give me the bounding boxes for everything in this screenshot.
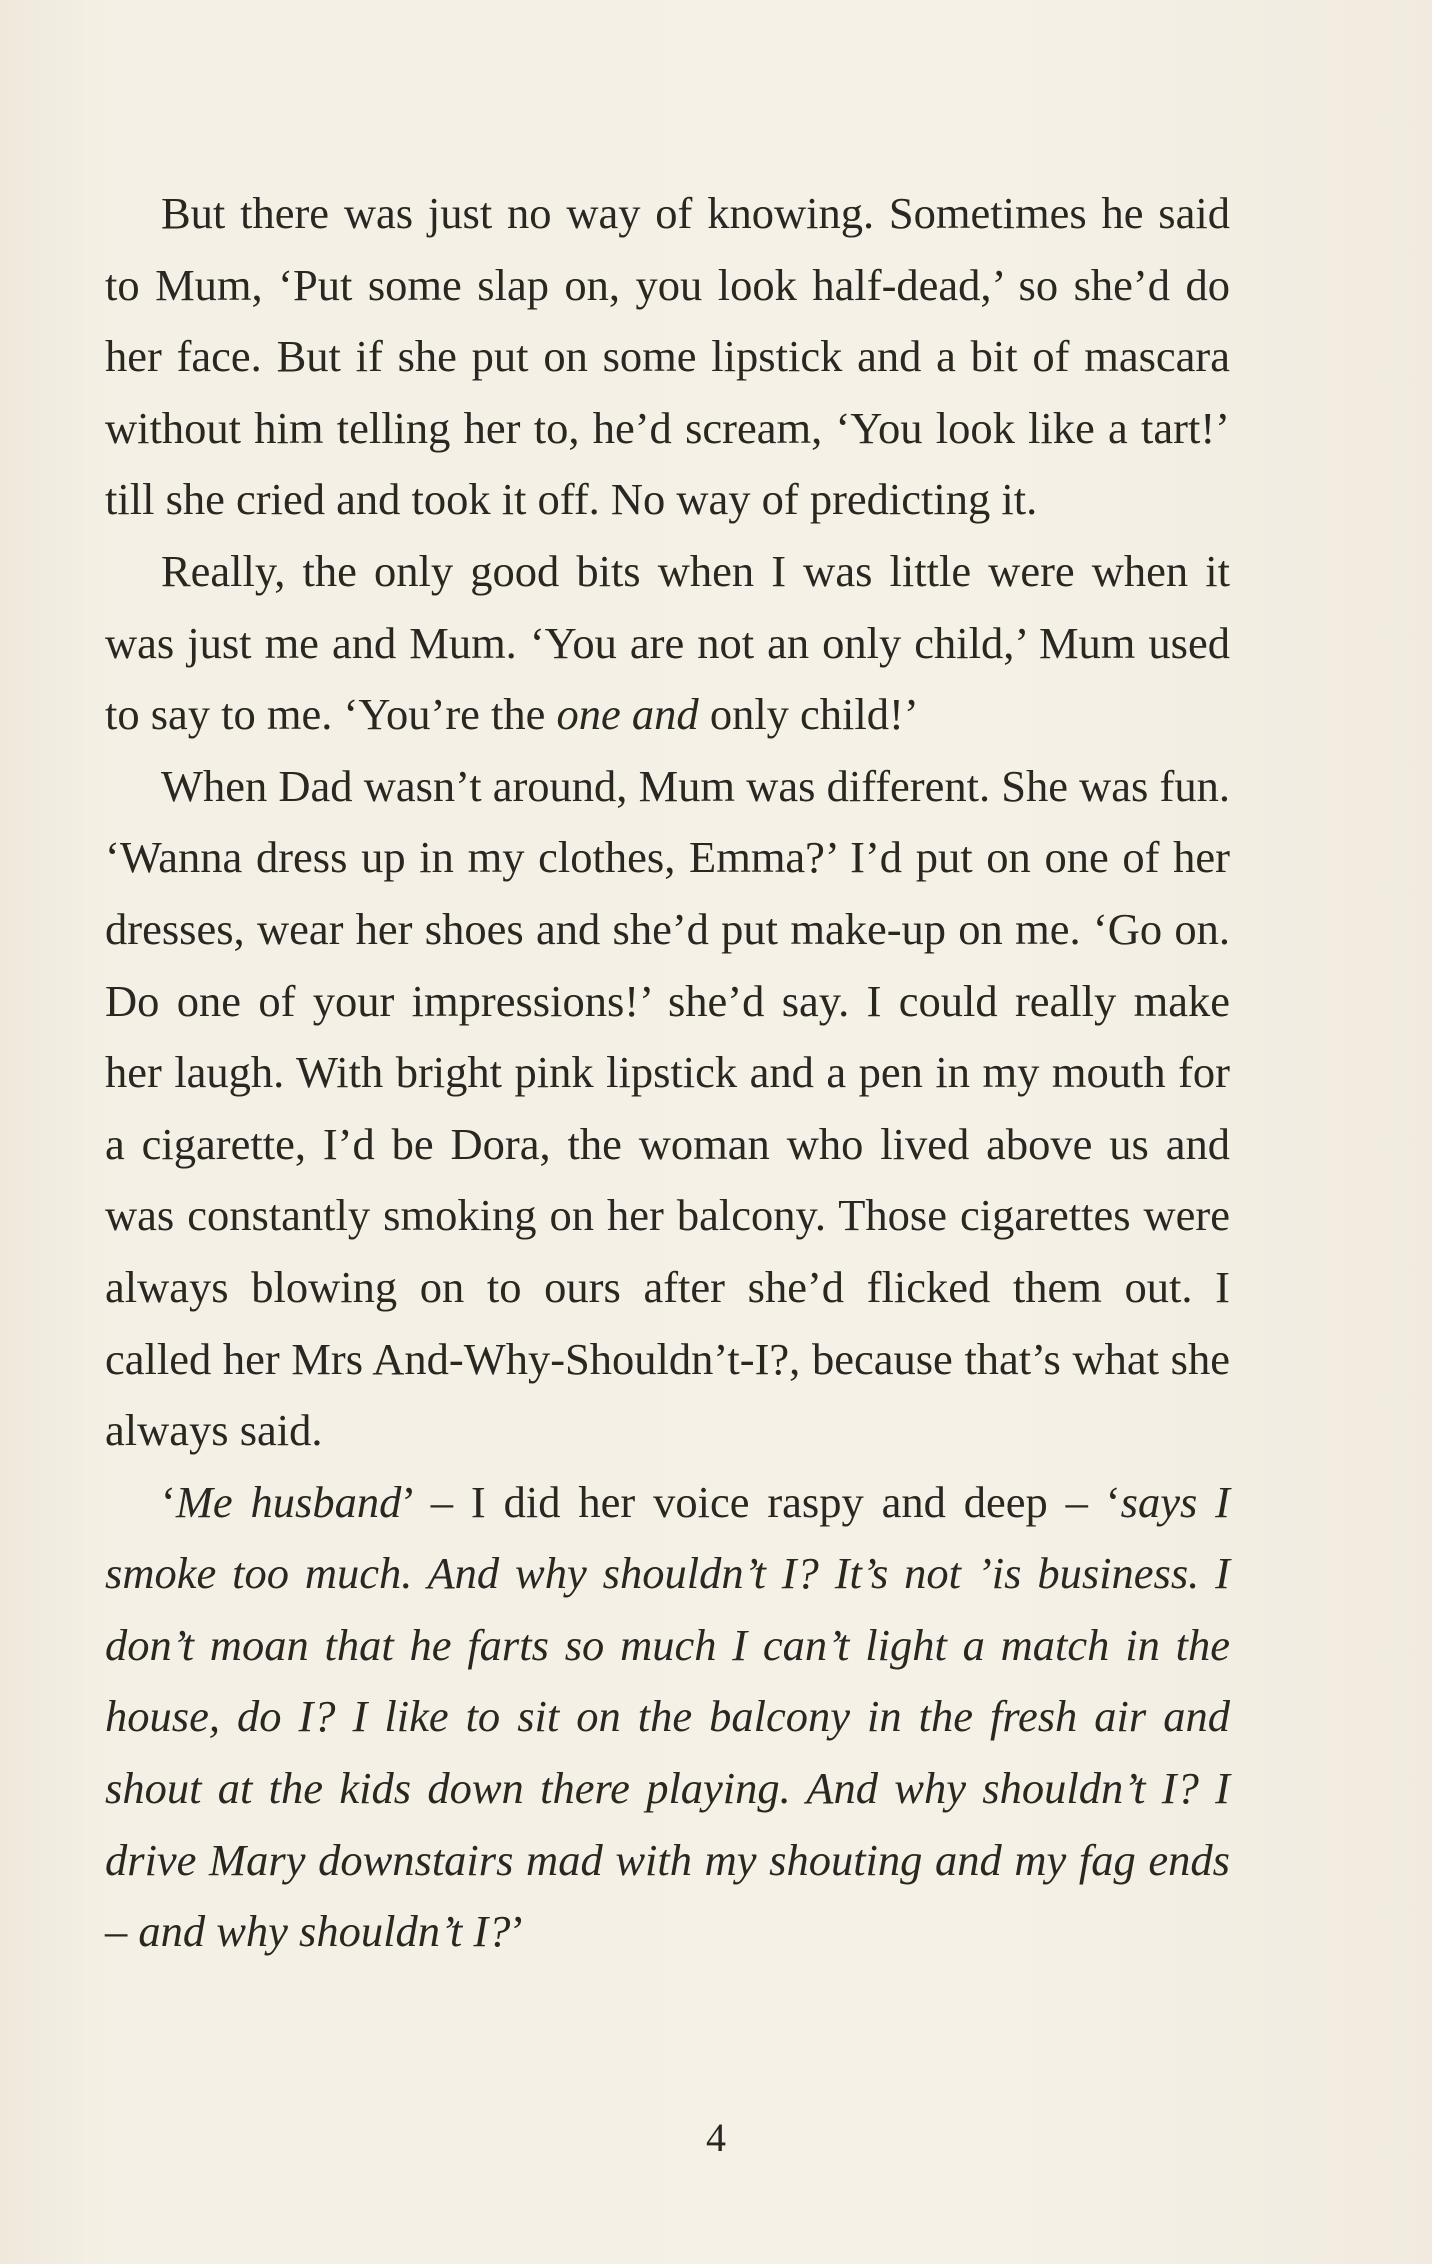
paragraph-4-quote-open: ‘ [161,1476,176,1527]
paragraph-3 [105,751,1230,1467]
paragraph-2 [105,536,1230,751]
paragraph-4-emphasis-b: says I smoke too much. And why shouldn’t I? It’s not ’is business. I don’t moan that he farts so much I can’t light a match in the house, do I? I like to sit on the balcony in the fresh air and shout at the kids down there playing. And why shouldn’t I? I drive Mary downstairs mad with my shouting and my fag ends – and why shouldn’t I? [105,1476,1230,1957]
paragraph-3-text: When Dad wasn’t around, Mum was different. She was fun. ‘Wanna dress up in my clothes, Emma?’ I’d put on one of her dresses, wear her shoes and she’d put make-up on me. ‘Go on. Do one of your impressions!’ she’d say. I could really make her laugh. With bright pink lipstick and a pen in my mouth for a cigarette, I’d be Dora, the woman who lived above us and was constantly smoking on her balcony. Those cigarettes were always blowing on to ours after she’d flicked them out. I called her Mrs And-Why-Shouldn’t-I?, because that’s what she always said. [105,760,1230,1456]
paragraph-2-emphasis: one and [556,689,699,740]
paragraph-4-quote-close: ’ [510,1906,526,1957]
paragraph-1-text: But there was just no way of knowing. Sometimes he said to Mum, ‘Put some slap on, you look half-dead,’ so she’d do her face. But if she put on some lipstick and a bit of mascara without him telling her to, he’d scream, ‘You look like a tart!’ till she cried and took it off. No way of predicting it. [105,188,1230,525]
paragraph-2-text-b: only child!’ [698,689,919,740]
paragraph-4 [105,1467,1230,1968]
paragraph-4-emphasis-a: Me husband [175,1476,402,1527]
paragraph-2-text-a: Really, the only good bits when I was little were when it was just me and Mum. ‘You are not an only child,’ Mum used to say to me. ‘You’re the [105,545,1230,740]
body-text [105,178,1230,1968]
paragraph-1 [105,178,1230,536]
paragraph-4-text: ’ – I did her voice raspy and deep – ‘ [401,1476,1121,1527]
page-number: 4 [706,2115,726,2160]
